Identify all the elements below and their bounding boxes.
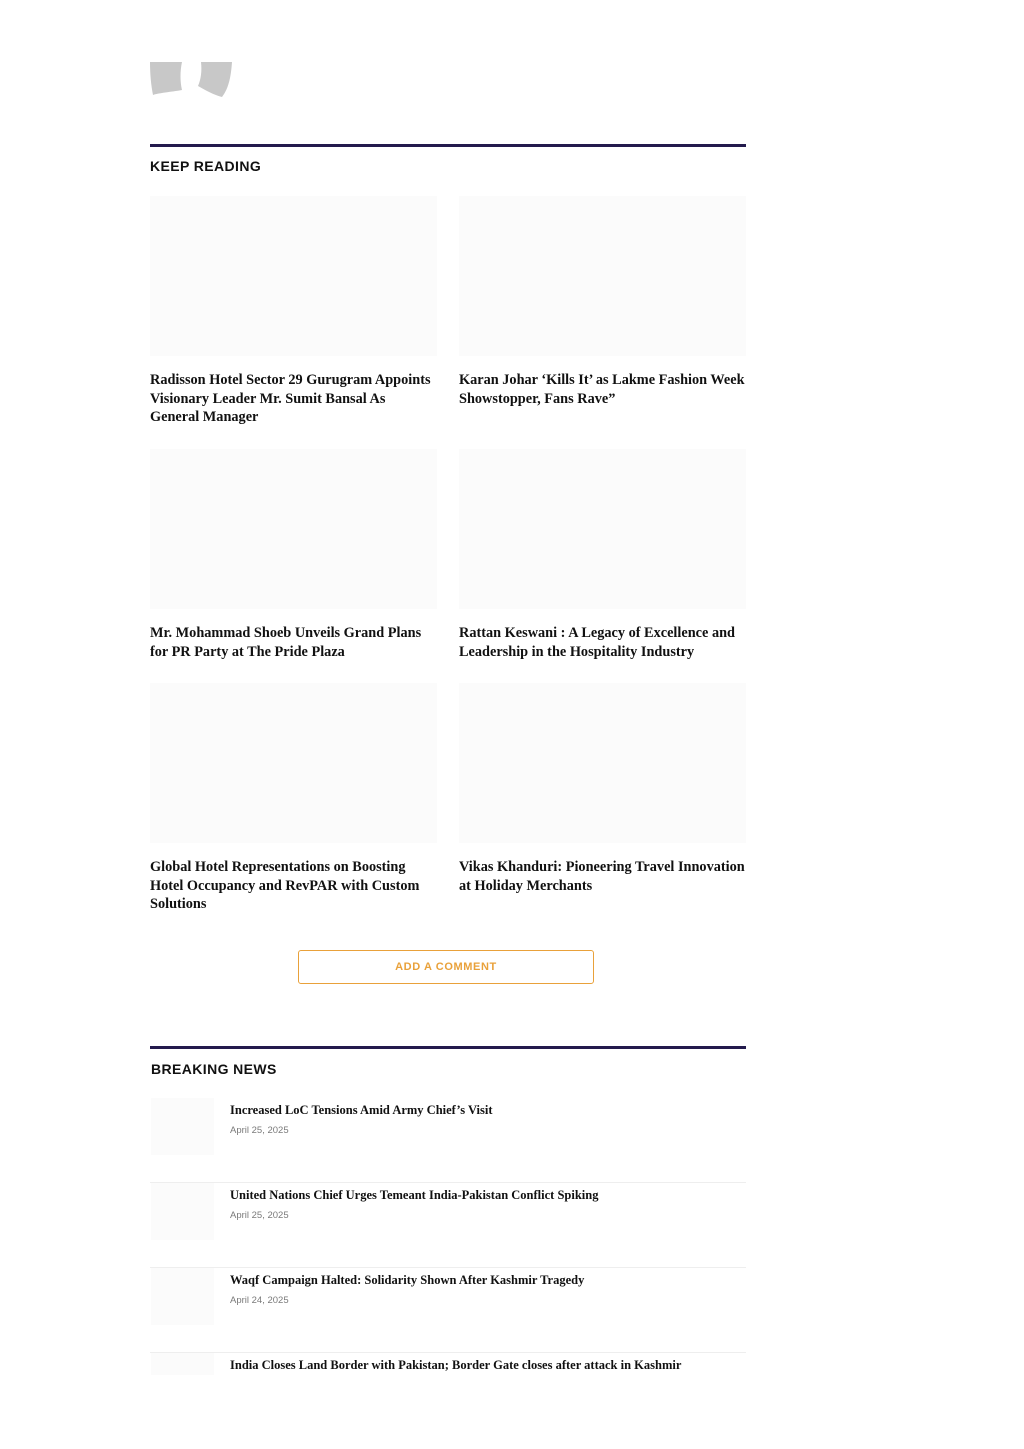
article-thumbnail[interactable] xyxy=(150,449,437,609)
article-card[interactable] xyxy=(150,683,437,914)
news-date: April 24, 2025 xyxy=(230,1295,289,1306)
article-thumbnail[interactable] xyxy=(150,683,437,843)
list-item[interactable] xyxy=(150,1268,746,1353)
section-divider xyxy=(150,1046,746,1049)
article-title[interactable]: Global Hotel Representations on Boosting Hotel Occupancy and RevPAR with Custom Solutions xyxy=(150,859,420,913)
article-title[interactable]: Radisson Hotel Sector 29 Gurugram Appoints Visionary Leader Mr. Sumit Bansal As General Manager xyxy=(150,372,431,426)
article-title[interactable]: Mr. Mohammad Shoeb Unveils Grand Plans for PR Party at The Pride Plaza xyxy=(150,625,422,660)
breaking-news-list xyxy=(150,1098,746,1393)
news-thumbnail[interactable] xyxy=(151,1268,214,1325)
article-card[interactable] xyxy=(459,196,746,449)
article-thumbnail[interactable] xyxy=(150,196,437,356)
list-item[interactable] xyxy=(150,1098,746,1183)
keep-reading-section xyxy=(150,144,746,973)
news-thumbnail[interactable] xyxy=(151,1353,214,1375)
news-title[interactable]: Waqf Campaign Halted: Solidarity Shown After Kashmir Tragedy xyxy=(230,1273,585,1287)
news-title[interactable]: United Nations Chief Urges Temeant India-Pakistan Conflict Spiking xyxy=(230,1188,599,1202)
news-thumbnail[interactable] xyxy=(151,1183,214,1240)
section-divider xyxy=(150,144,746,147)
keep-reading-heading: KEEP READING xyxy=(150,158,262,174)
add-comment-button[interactable]: ADD A COMMENT xyxy=(298,950,594,984)
breaking-news-heading: BREAKING NEWS xyxy=(151,1061,277,1077)
list-item[interactable] xyxy=(150,1183,746,1268)
news-title[interactable]: India Closes Land Border with Pakistan; Border Gate closes after attack in Kashmir xyxy=(230,1358,682,1372)
article-thumbnail[interactable] xyxy=(459,683,746,843)
breaking-news-section xyxy=(150,1046,746,1372)
author-avatar-icon xyxy=(150,62,232,98)
article-title[interactable]: Vikas Khanduri: Pioneering Travel Innovation at Holiday Merchants xyxy=(459,859,745,894)
news-date: April 25, 2025 xyxy=(230,1125,289,1136)
article-title[interactable]: Karan Johar ‘Kills It’ as Lakme Fashion Week Showstopper, Fans Rave” xyxy=(459,372,745,407)
article-card[interactable] xyxy=(150,196,437,449)
news-thumbnail[interactable] xyxy=(151,1098,214,1155)
list-item[interactable] xyxy=(150,1353,746,1393)
news-date: April 25, 2025 xyxy=(230,1210,289,1221)
article-card[interactable] xyxy=(150,449,437,683)
keep-reading-grid xyxy=(150,196,746,914)
article-thumbnail[interactable] xyxy=(459,196,746,356)
news-title[interactable]: Increased LoC Tensions Amid Army Chief’s Visit xyxy=(230,1103,493,1117)
article-card[interactable] xyxy=(459,683,746,914)
article-thumbnail[interactable] xyxy=(459,449,746,609)
article-title[interactable]: Rattan Keswani : A Legacy of Excellence and Leadership in the Hospitality Industry xyxy=(459,625,735,660)
article-card[interactable] xyxy=(459,449,746,683)
